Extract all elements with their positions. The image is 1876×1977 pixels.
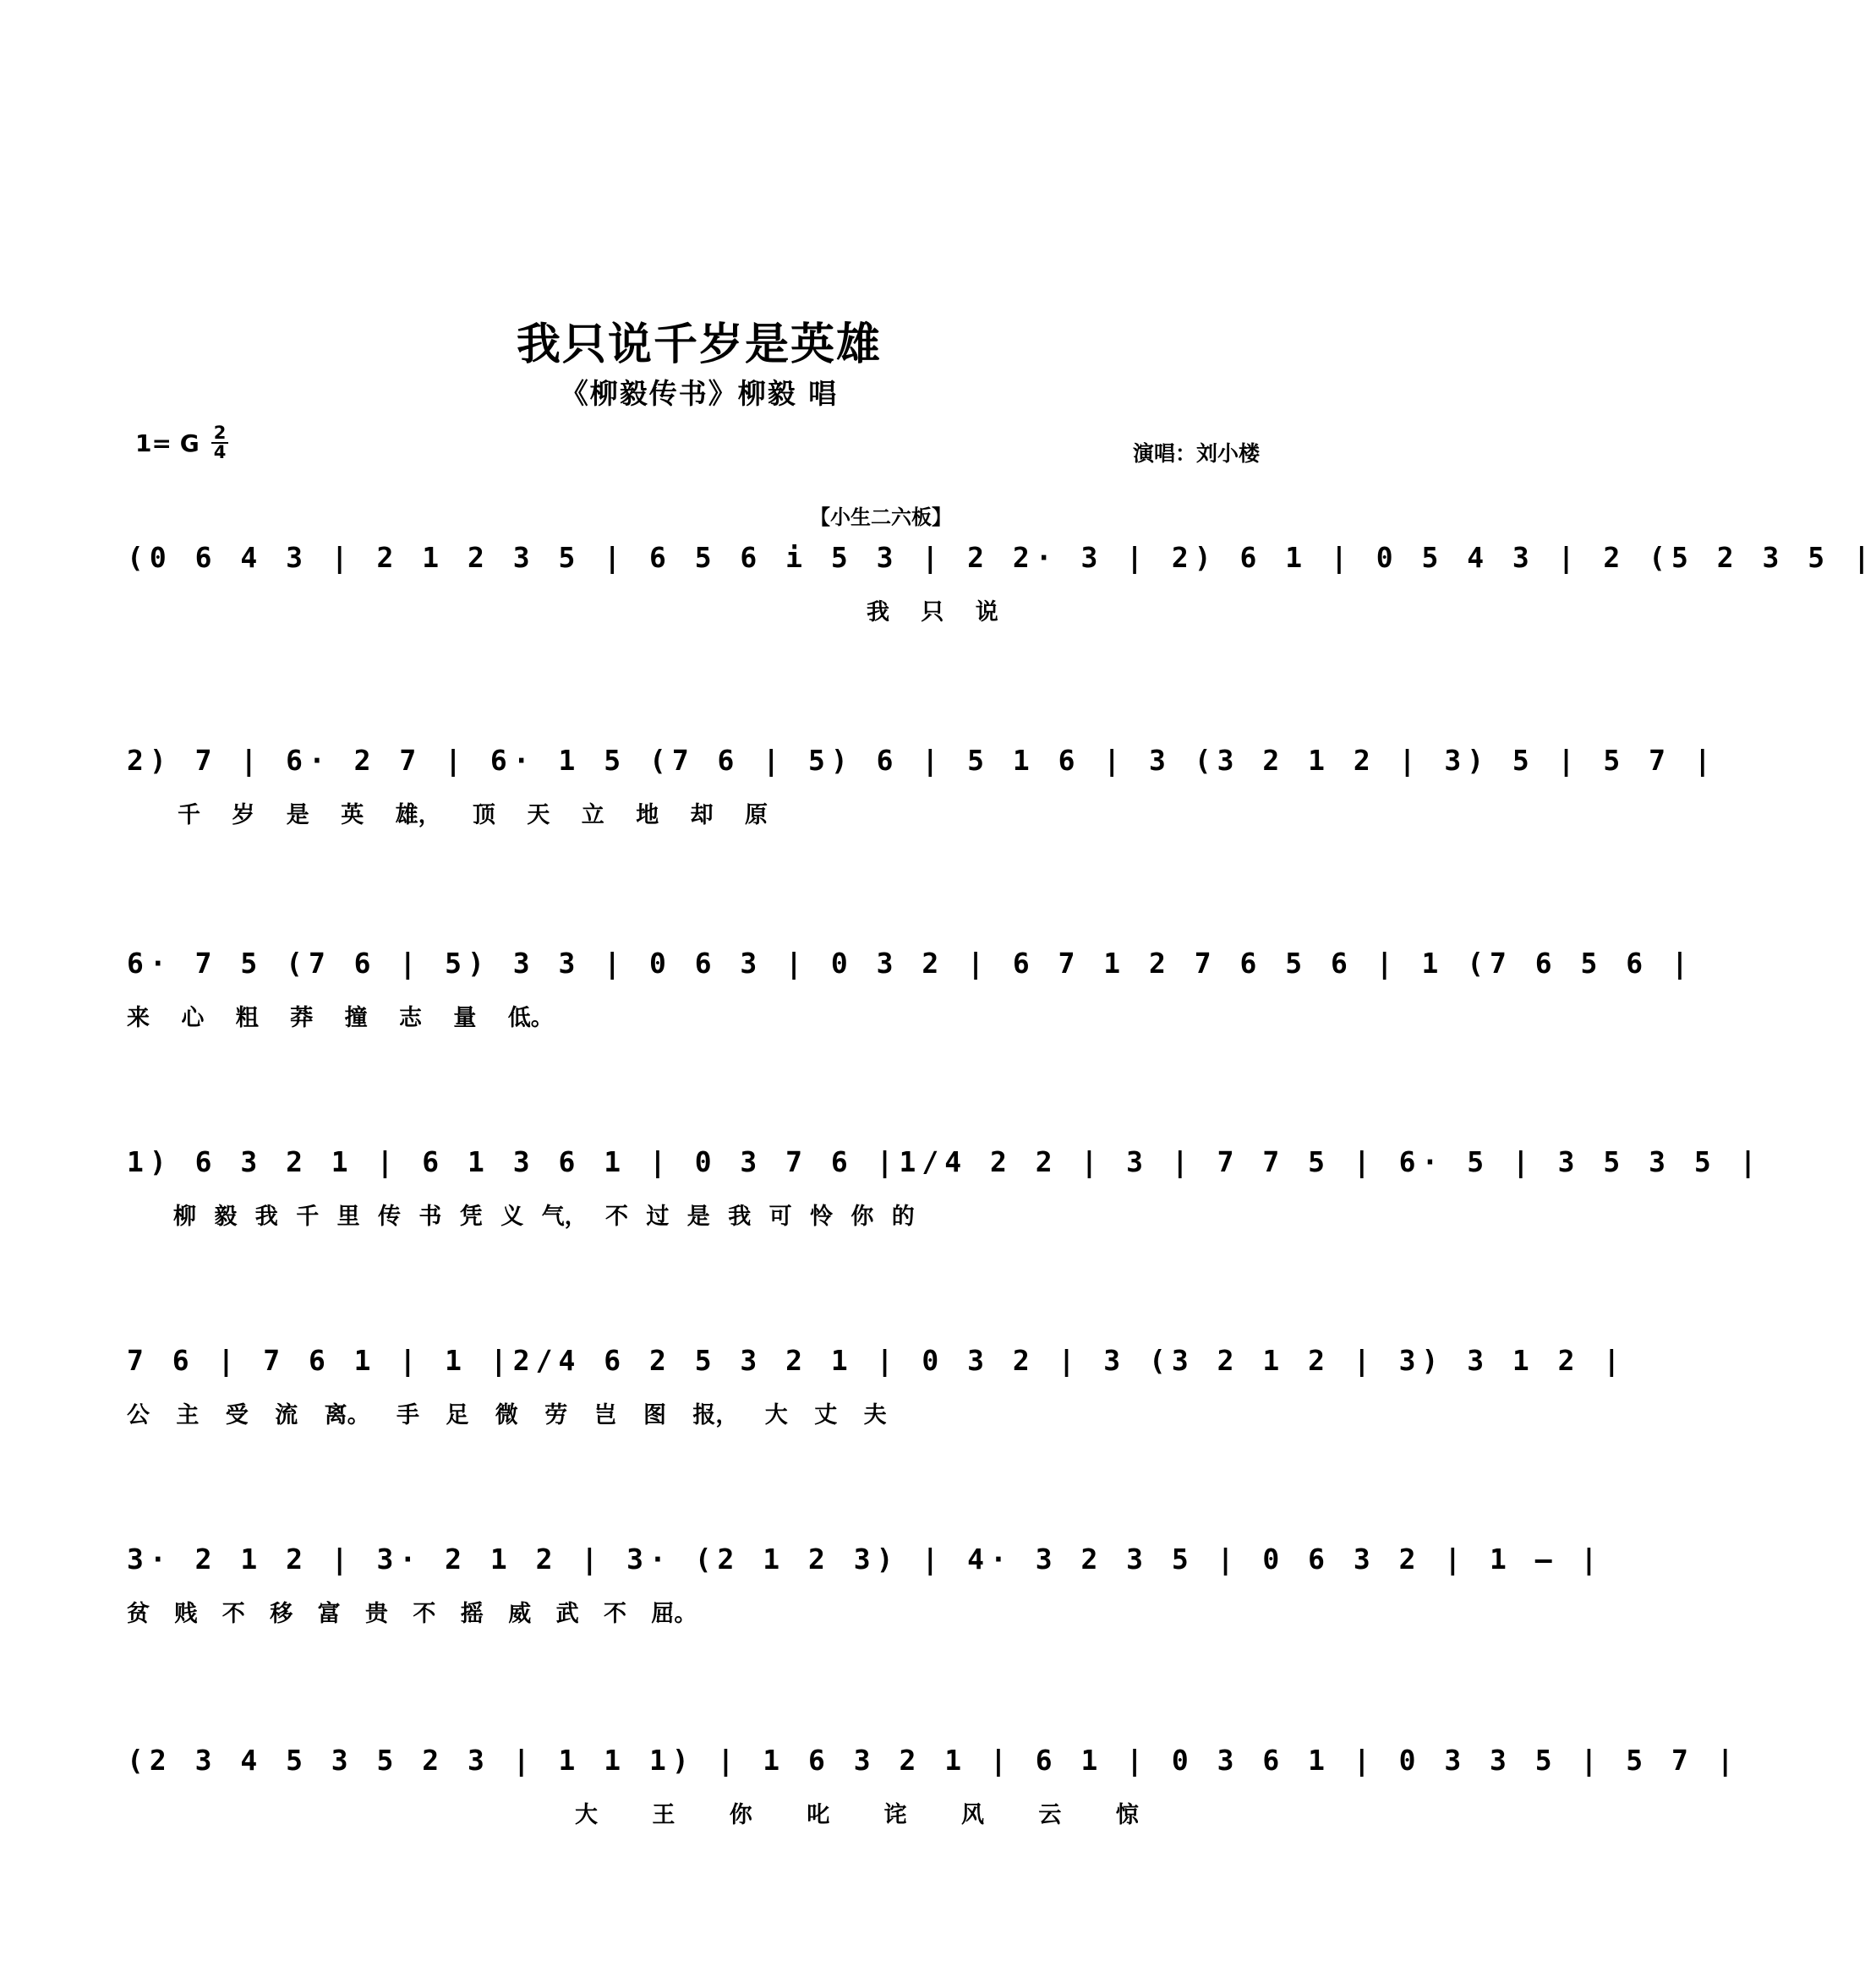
- notation: (2 3 4 5 3 5 2 3 | 1 1 1) | 1 6 3 2 1 | 6 1 | 0 3 6 1 | 0 3 3 5 | 5 7 |: [127, 1744, 1740, 1777]
- lyrics: 贫 贱 不 移 富 贵 不 摇 威 武 不 屈。: [127, 1601, 697, 1627]
- notation: (0 6 4 3 | 2 1 2 3 5 | 6 5 6 i 5 3 | 2 2· 3 | 2) 6 1 | 0 5 4 3 | 2 (5 2 3 5 |: [127, 541, 1876, 574]
- notation: 1) 6 3 2 1 | 6 1 3 6 1 | 0 3 7 6 |1/4 2 2 | 3 | 7 7 5 | 6· 5 | 3 5 3 5 |: [127, 1145, 1763, 1178]
- page-subtitle: 《柳毅传书》柳毅 唱: [560, 377, 839, 410]
- lyrics: 公 主 受 流 离。 手 足 微 劳 岂 图 报， 大 丈 夫: [127, 1402, 887, 1428]
- time-signature-denominator: 4: [213, 442, 227, 462]
- lyrics: 大 王 你 叱 诧 风 云 惊: [575, 1802, 1139, 1828]
- time-signature: [211, 425, 228, 461]
- page-title: 我只说千岁是英雄: [516, 319, 882, 370]
- lyrics: 我 只 说: [867, 599, 998, 625]
- notation: 2) 7 | 6· 2 7 | 6· 1 5 (7 6 | 5) 6 | 5 1 6 | 3 (3 2 1 2 | 3) 5 | 5 7 |: [127, 744, 1717, 777]
- singer-credit: 演唱：刘小楼: [1133, 441, 1261, 466]
- notation: 3· 2 1 2 | 3· 2 1 2 | 3· (2 1 2 3) | 4· 3 2 3 5 | 0 6 3 2 | 1 — |: [127, 1543, 1604, 1576]
- lyrics: 千 岁 是 英 雄， 顶 天 立 地 却 原: [178, 802, 768, 828]
- lyrics: 柳 毅 我 千 里 传 书 凭 义 气， 不 过 是 我 可 怜 你 的: [173, 1204, 915, 1230]
- section-marker: 【小生二六板】: [810, 505, 952, 529]
- time-signature-numerator: 2: [213, 423, 227, 443]
- lyrics: 来 心 粗 莽 撞 志 量 低。: [127, 1005, 554, 1031]
- notation: 7 6 | 7 6 1 | 1 |2/4 6 2 5 3 2 1 | 0 3 2 | 3 (3 2 1 2 | 3) 3 1 2 |: [127, 1344, 1627, 1377]
- key-signature: 1= G: [135, 429, 200, 457]
- notation: 6· 7 5 (7 6 | 5) 3 3 | 0 6 3 | 0 3 2 | 6 7 1 2 7 6 5 6 | 1 (7 6 5 6 |: [127, 947, 1694, 980]
